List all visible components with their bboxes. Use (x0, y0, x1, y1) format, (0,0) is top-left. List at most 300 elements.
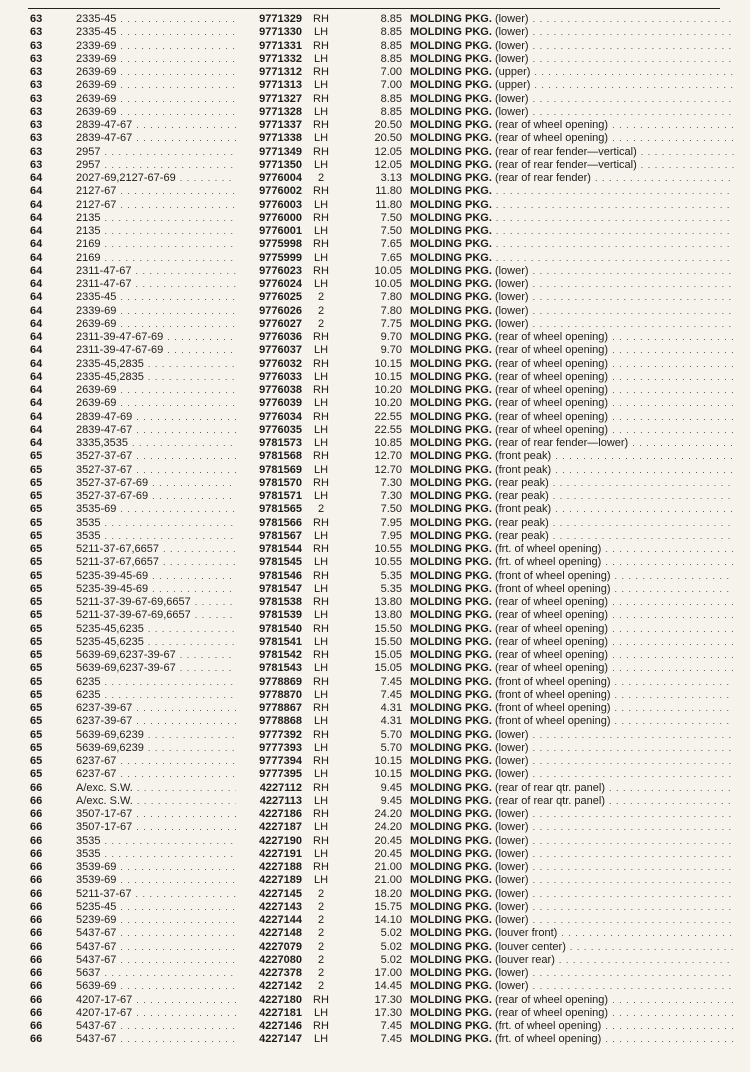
description-label: MOLDING PKG. (410, 914, 492, 927)
table-row (30, 490, 734, 503)
model-codes: 2169 . . . (76, 252, 236, 265)
description-note: (rear of rear fender—vertical) (491, 158, 637, 171)
table-row (30, 331, 734, 344)
table-row (30, 93, 734, 106)
side-or-quantity: RH (313, 649, 329, 662)
table-row (30, 662, 734, 675)
table-row (30, 914, 734, 927)
description-note: (upper) (491, 79, 531, 92)
price: 18.20 (374, 887, 402, 900)
description-label: MOLDING PKG. (410, 198, 492, 211)
description (410, 119, 734, 132)
group-number: 65 (30, 476, 43, 489)
table-row (30, 437, 734, 450)
side-or-quantity: LH (313, 52, 329, 65)
group-number: 64 (30, 172, 43, 185)
side-or-quantity: 2 (317, 304, 325, 317)
model-codes: 6237-39-67 . . . (76, 715, 236, 728)
description (410, 490, 734, 503)
description (410, 225, 734, 238)
description-note: (lower) (491, 980, 529, 993)
side-or-quantity: 2 (317, 900, 325, 913)
description-note: (rear of wheel opening) (491, 132, 609, 145)
description-note: (rear of rear fender) (491, 172, 591, 185)
model-codes: 5211-37-67 . . . (76, 888, 236, 901)
description-note: (lower) (491, 39, 529, 52)
group-number: 66 (30, 980, 43, 993)
part-number: 9781546 (259, 569, 302, 582)
description-note: (louver rear) (491, 953, 555, 966)
part-number: 4227144 (259, 914, 302, 927)
part-number: 4227079 (259, 940, 302, 953)
description-label: MOLDING PKG. (410, 105, 492, 118)
description (410, 927, 734, 940)
side-or-quantity: LH (313, 344, 329, 357)
price: 12.05 (374, 145, 402, 158)
group-number: 64 (30, 238, 43, 251)
description-label: MOLDING PKG. (410, 13, 492, 26)
description-label: MOLDING PKG. (410, 1020, 492, 1033)
description (410, 623, 734, 636)
part-number: 4227113 (259, 794, 302, 807)
description-label: MOLDING PKG. (410, 741, 492, 754)
price: 4.31 (380, 702, 402, 715)
price: 7.50 (380, 211, 402, 224)
description-label: MOLDING PKG. (410, 1006, 492, 1019)
group-number: 64 (30, 225, 43, 238)
model-codes: 2639-69 . . . (76, 397, 236, 410)
group-number: 63 (30, 52, 43, 65)
table-row (30, 1033, 734, 1046)
description-note: (lower) (491, 768, 529, 781)
description-note: (lower) (491, 52, 529, 65)
group-number: 66 (30, 993, 43, 1006)
description-label: MOLDING PKG. (410, 251, 492, 264)
price: 10.15 (374, 768, 402, 781)
description (410, 437, 734, 450)
description (410, 848, 734, 861)
description-label: MOLDING PKG. (410, 874, 492, 887)
price: 11.80 (375, 198, 402, 211)
part-number: 9775999 (259, 251, 302, 264)
part-number: 9781544 (259, 543, 302, 556)
price: 7.30 (380, 476, 402, 489)
side-or-quantity: RH (313, 808, 329, 821)
model-codes: 2311-39-47-67-69 . . . (76, 344, 236, 357)
table-row (30, 450, 734, 463)
part-number: 9781573 (259, 437, 302, 450)
group-number: 64 (30, 397, 43, 410)
description-label: MOLDING PKG. (410, 808, 492, 821)
model-codes: 4207-17-67 . . . (76, 1007, 236, 1020)
side-or-quantity: 2 (317, 967, 325, 980)
table-row (30, 636, 734, 649)
model-codes: 2957 . . . (76, 159, 236, 172)
price: 7.80 (380, 304, 402, 317)
description-label: MOLDING PKG. (410, 132, 492, 145)
model-codes: 3535 . . . (76, 530, 236, 543)
price: 10.55 (374, 556, 402, 569)
price: 15.50 (374, 622, 402, 635)
description (410, 424, 734, 437)
price: 15.75 (374, 900, 402, 913)
price: 8.85 (380, 52, 402, 65)
price: 10.55 (374, 543, 402, 556)
description (410, 1033, 734, 1046)
part-number: 9776004 (259, 172, 302, 185)
description-note: (lower) (491, 887, 529, 900)
description (410, 808, 734, 821)
table-row (30, 132, 734, 145)
description-note: (rear of wheel opening) (491, 370, 609, 383)
description-note: (rear of wheel opening) (491, 609, 609, 622)
group-number: 66 (30, 861, 43, 874)
model-codes: 3539-69 . . . (76, 874, 236, 887)
group-number: 66 (30, 794, 43, 807)
group-number: 66 (30, 953, 43, 966)
side-or-quantity: LH (313, 79, 329, 92)
price: 5.02 (380, 927, 402, 940)
group-number: 66 (30, 887, 43, 900)
group-number: 66 (30, 847, 43, 860)
table-row (30, 503, 734, 516)
group-number: 63 (30, 92, 43, 105)
description-note: (lower) (491, 92, 529, 105)
part-number: 9781542 (259, 649, 302, 662)
description (410, 914, 734, 927)
price: 15.50 (374, 635, 402, 648)
price: 9.45 (380, 781, 402, 794)
table-row (30, 291, 734, 304)
group-number: 63 (30, 158, 43, 171)
description-label: MOLDING PKG. (410, 397, 492, 410)
table-row (30, 927, 734, 940)
part-number: 9776027 (259, 317, 302, 330)
part-number: 9771337 (259, 119, 302, 132)
model-codes: 2839-47-67 . . . (76, 119, 236, 132)
group-number: 64 (30, 344, 43, 357)
model-codes: 5437-67 . . . (76, 1033, 236, 1046)
price: 7.65 (380, 251, 402, 264)
group-number: 65 (30, 715, 43, 728)
part-number: 9781571 (259, 490, 302, 503)
table-row (30, 278, 734, 291)
model-codes: 2311-39-47-67-69 . . . (76, 331, 236, 344)
side-or-quantity: RH (313, 331, 329, 344)
side-or-quantity: LH (313, 1006, 329, 1019)
description-label: MOLDING PKG. (410, 384, 492, 397)
side-or-quantity: LH (313, 1033, 329, 1046)
side-or-quantity: RH (313, 781, 329, 794)
description (410, 278, 734, 291)
description-note: (rear of wheel opening) (491, 622, 609, 635)
table-row (30, 901, 734, 914)
model-codes: 6237-67 . . . (76, 768, 236, 781)
model-codes: 3527-37-67-69 . . . (76, 490, 236, 503)
table-row (30, 1020, 734, 1033)
description-note: (front peak) (491, 503, 552, 516)
group-number: 64 (30, 357, 43, 370)
description-label: MOLDING PKG. (410, 238, 492, 251)
table-row (30, 53, 734, 66)
description-note: (lower) (491, 728, 529, 741)
description-label: MOLDING PKG. (410, 582, 492, 595)
description (410, 159, 734, 172)
model-codes: 3527-37-67 . . . (76, 464, 236, 477)
description-label: MOLDING PKG. (410, 79, 492, 92)
group-number: 65 (30, 450, 43, 463)
price: 24.20 (374, 821, 402, 834)
description-label: MOLDING PKG. (410, 370, 492, 383)
description (410, 649, 734, 662)
description-note: (lower) (491, 967, 529, 980)
group-number: 66 (30, 900, 43, 913)
description-label: MOLDING PKG. (410, 728, 492, 741)
table-row (30, 238, 734, 251)
model-codes: 5639-69,6237-39-67 . . . (76, 649, 236, 662)
part-number: 9771350 (259, 158, 302, 171)
description (410, 861, 734, 874)
price: 9.45 (380, 794, 402, 807)
group-number: 65 (30, 768, 43, 781)
model-codes: 3527-37-67 . . . (76, 450, 236, 463)
side-or-quantity: RH (313, 92, 329, 105)
group-number: 63 (30, 132, 43, 145)
description (410, 331, 734, 344)
side-or-quantity: LH (313, 490, 329, 503)
price: 11.80 (375, 185, 402, 198)
model-codes: 2639-69 . . . (76, 93, 236, 106)
table-row (30, 888, 734, 901)
description (410, 702, 734, 715)
part-number: 9776000 (259, 211, 302, 224)
group-number: 64 (30, 437, 43, 450)
model-codes: 3527-37-67-69 . . . (76, 477, 236, 490)
side-or-quantity: LH (313, 423, 329, 436)
group-number: 66 (30, 967, 43, 980)
description (410, 318, 734, 331)
description-note: (rear peak) (491, 516, 549, 529)
side-or-quantity: RH (313, 993, 329, 1006)
description (410, 53, 734, 66)
description-note: (lower) (491, 741, 529, 754)
model-codes: 3535 . . . (76, 835, 236, 848)
price: 9.70 (380, 331, 402, 344)
price: 10.85 (374, 437, 402, 450)
description-note: (lower) (491, 317, 529, 330)
top-rule (28, 8, 720, 9)
description (410, 980, 734, 993)
price: 7.95 (380, 529, 402, 542)
description (410, 212, 734, 225)
model-codes: 2957 . . . (76, 146, 236, 159)
group-number: 63 (30, 119, 43, 132)
part-number: 4227112 (259, 781, 302, 794)
table-row (30, 570, 734, 583)
description (410, 238, 734, 251)
description-note: (lower) (491, 874, 529, 887)
description-label: MOLDING PKG. (410, 317, 492, 330)
model-codes: 5637 . . . (76, 967, 236, 980)
part-number: 9771313 (259, 79, 302, 92)
description (410, 185, 734, 198)
side-or-quantity: LH (313, 662, 329, 675)
description (410, 13, 734, 26)
table-row (30, 305, 734, 318)
group-number: 65 (30, 582, 43, 595)
side-or-quantity: RH (313, 13, 329, 26)
model-codes: 2339-69 . . . (76, 305, 236, 318)
model-codes: 2639-69 . . . (76, 384, 236, 397)
description (410, 556, 734, 569)
part-number: 9771331 (259, 39, 302, 52)
part-number: 4227181 (259, 1006, 302, 1019)
price: 12.70 (374, 463, 402, 476)
price: 20.45 (374, 834, 402, 847)
part-number: 9776037 (259, 344, 302, 357)
part-number: 9777392 (259, 728, 302, 741)
description (410, 570, 734, 583)
side-or-quantity: RH (313, 861, 329, 874)
description-label: MOLDING PKG. (410, 331, 492, 344)
group-number: 63 (30, 39, 43, 52)
side-or-quantity: RH (313, 384, 329, 397)
price: 5.35 (380, 582, 402, 595)
price: 15.05 (374, 662, 402, 675)
table-row (30, 358, 734, 371)
part-number: 9781566 (259, 516, 302, 529)
description-label: MOLDING PKG. (410, 490, 492, 503)
description (410, 66, 734, 79)
description-label: MOLDING PKG. (410, 556, 492, 569)
side-or-quantity: 2 (317, 940, 325, 953)
description (410, 609, 734, 622)
description (410, 199, 734, 212)
side-or-quantity: RH (313, 1020, 329, 1033)
description (410, 397, 734, 410)
model-codes: 2335-45 . . . (76, 291, 236, 304)
description (410, 874, 734, 887)
description-note: (frt. of wheel opening) (491, 556, 602, 569)
group-number: 64 (30, 211, 43, 224)
model-codes: 5437-67 . . . (76, 1020, 236, 1033)
part-number: 9781569 (259, 463, 302, 476)
price: 7.95 (380, 516, 402, 529)
side-or-quantity: LH (313, 437, 329, 450)
price: 14.45 (374, 980, 402, 993)
model-codes: A/exc. S.W. . . . (76, 782, 236, 795)
side-or-quantity: LH (313, 105, 329, 118)
table-row (30, 159, 734, 172)
description (410, 662, 734, 675)
description-note: (lower) (491, 900, 529, 913)
description (410, 450, 734, 463)
side-or-quantity: 2 (317, 927, 325, 940)
description (410, 676, 734, 689)
table-row (30, 199, 734, 212)
side-or-quantity: RH (313, 728, 329, 741)
side-or-quantity: 2 (317, 291, 325, 304)
description (410, 517, 734, 530)
group-number: 63 (30, 26, 43, 39)
group-number: 65 (30, 463, 43, 476)
table-row (30, 424, 734, 437)
description-label: MOLDING PKG. (410, 291, 492, 304)
part-number: 9777393 (259, 741, 302, 754)
model-codes: 5235-39-45-69 . . . (76, 583, 236, 596)
description-note: (rear of wheel opening) (491, 993, 609, 1006)
description (410, 477, 734, 490)
part-number: 4227146 (259, 1020, 302, 1033)
description-note: (front peak) (491, 450, 552, 463)
side-or-quantity: RH (313, 238, 329, 251)
table-row (30, 371, 734, 384)
side-or-quantity: LH (313, 847, 329, 860)
group-number: 63 (30, 105, 43, 118)
part-number: 9777394 (259, 755, 302, 768)
description (410, 636, 734, 649)
description (410, 172, 734, 185)
group-number: 64 (30, 370, 43, 383)
description-note: (lower) (491, 755, 529, 768)
price: 13.80 (374, 596, 402, 609)
table-row (30, 411, 734, 424)
table-row (30, 755, 734, 768)
model-codes: 2169 . . . (76, 238, 236, 251)
description (410, 503, 734, 516)
description-label: MOLDING PKG. (410, 821, 492, 834)
model-codes: 3507-17-67 . . . (76, 808, 236, 821)
table-row (30, 994, 734, 1007)
table-row (30, 941, 734, 954)
description (410, 79, 734, 92)
description-note: (rear of rear fender—vertical) (491, 145, 637, 158)
description (410, 768, 734, 781)
table-row (30, 517, 734, 530)
description (410, 994, 734, 1007)
part-number: 4227180 (259, 993, 302, 1006)
part-number: 4227148 (259, 927, 302, 940)
description (410, 371, 734, 384)
price: 14.10 (374, 914, 402, 927)
group-number: 65 (30, 741, 43, 754)
side-or-quantity: RH (313, 596, 329, 609)
description-label: MOLDING PKG. (410, 635, 492, 648)
group-number: 66 (30, 1020, 43, 1033)
side-or-quantity: RH (313, 543, 329, 556)
part-number: 4227080 (259, 953, 302, 966)
side-or-quantity: RH (313, 211, 329, 224)
description (410, 742, 734, 755)
description-note: (rear of wheel opening) (491, 649, 609, 662)
price: 10.05 (374, 264, 402, 277)
price: 21.00 (374, 874, 402, 887)
model-codes: 2339-69 . . . (76, 40, 236, 53)
group-number: 66 (30, 834, 43, 847)
group-number: 64 (30, 251, 43, 264)
side-or-quantity: RH (313, 675, 329, 688)
description-note: (rear of wheel opening) (491, 331, 609, 344)
side-or-quantity: LH (313, 874, 329, 887)
group-number: 66 (30, 821, 43, 834)
side-or-quantity: RH (313, 834, 329, 847)
description-note: (lower) (491, 13, 529, 26)
part-number: 9775998 (259, 238, 302, 251)
group-number: 65 (30, 728, 43, 741)
side-or-quantity: 2 (317, 317, 325, 330)
price: 20.50 (374, 132, 402, 145)
table-row (30, 980, 734, 993)
